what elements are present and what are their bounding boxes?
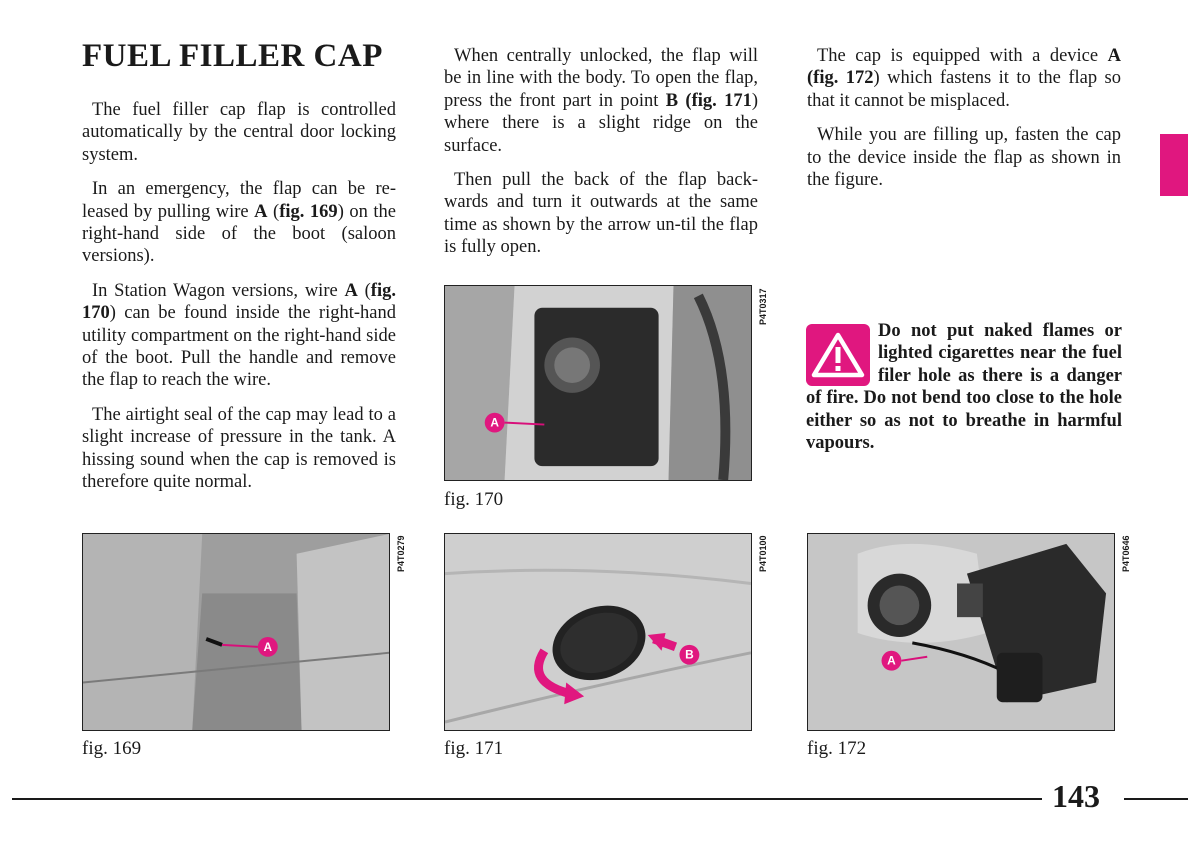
warning-triangle-icon — [806, 324, 870, 386]
section-tab-marker — [1160, 134, 1188, 196]
figure-170-image — [444, 285, 752, 481]
figure-170-caption: fig. 170 — [444, 489, 504, 510]
figure-170-code: P4T0317 — [758, 288, 768, 325]
footer-rule-right — [1124, 798, 1188, 800]
paragraph-pull-flap: Then pull the back of the flap back-wards and turn it outwards at the same time as shown by the arrow un-til the flap is fully open. — [444, 170, 758, 258]
figure-172-code: P4T0646 — [1121, 535, 1131, 572]
figure-169-caption: fig. 169 — [82, 738, 142, 759]
figure-172-callout-a: A — [887, 653, 896, 668]
figure-171-code: P4T0100 — [758, 535, 768, 572]
text-column-3 — [807, 45, 1121, 203]
paragraph-flap-control: The fuel filler cap flap is controlled automatically by the central door locking system. — [82, 100, 396, 165]
paragraph-fasten-cap: While you are filling up, fasten the cap to the device inside the flap as shown in the figure. — [807, 125, 1121, 191]
paragraph-emergency-release: In an emergency, the flap can be re-leased by pulling wire A (fig. 169) on the right-hand side of the boot (saloon versions). — [82, 179, 397, 267]
paragraph-airtight-seal: The airtight seal of the cap may lead to a slight increase of pressure in the tank. A hissing sound when the cap is removed is therefore quite normal. — [82, 404, 396, 493]
footer-rule-left — [12, 798, 1042, 800]
figure-171-callout-b: B — [685, 647, 694, 662]
figure-171-image — [444, 533, 752, 731]
figure-172-image — [807, 533, 1115, 731]
figure-169-image — [82, 533, 390, 731]
text-column-1 — [82, 99, 396, 506]
paragraph-open-flap: When centrally unlocked, the flap will be in line with the body. To open the flap, press the front part in point B (fig. 171) where there is a slight ridge on the surface. — [444, 46, 758, 156]
warning-text: Do not put naked flames or lighted cigarettes near the fuel filer hole as there is a danger of fire. Do not bend too close to the hole either so as not to breathe in harmful vapours. — [806, 321, 1122, 454]
figure-170-callout-a: A — [490, 415, 499, 430]
warning-box — [806, 320, 1122, 454]
page-title: FUEL FILLER CAP — [82, 38, 383, 74]
page-number: 143 — [1052, 778, 1100, 814]
figure-172-caption: fig. 172 — [807, 738, 867, 759]
paragraph-station-wagon: In Station Wagon versions, wire A (fig. 170) can be found inside the right-hand utility compartment on the right-hand side of the boot. Pull the handle and remove the flap to reach the wire. — [82, 280, 396, 391]
figure-169-callout-a: A — [263, 639, 273, 654]
paragraph-cap-device: The cap is equipped with a device A (fig. 172) which fastens it to the flap so that it cannot be misplaced. — [807, 46, 1121, 111]
text-column-2 — [444, 45, 758, 271]
figure-169-code: P4T0279 — [396, 535, 406, 572]
figure-171-caption: fig. 171 — [444, 738, 504, 759]
